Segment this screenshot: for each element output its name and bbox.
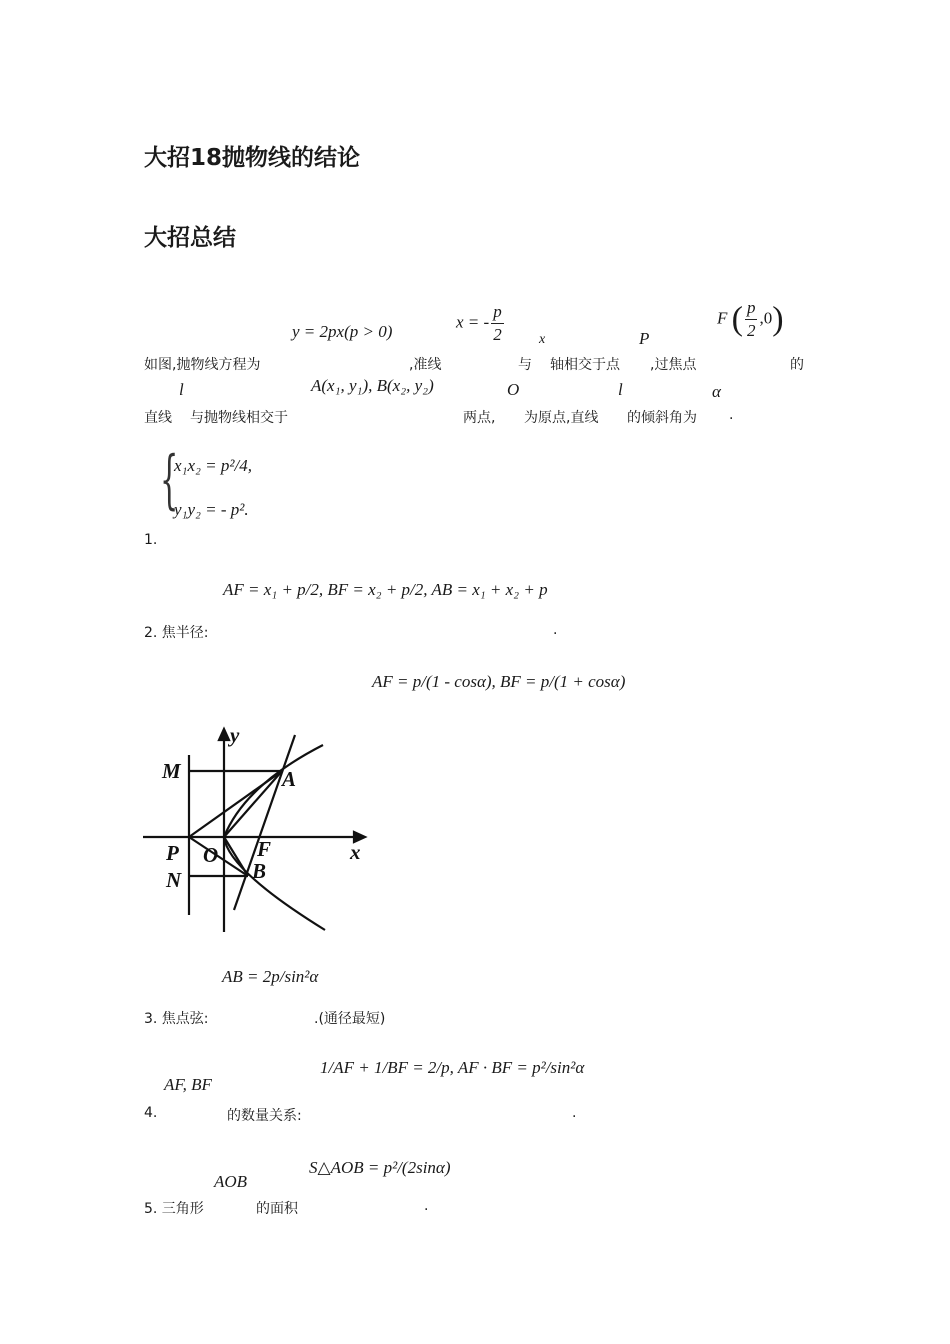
item1-formula-b: y₁y₂ = - p². <box>174 500 249 519</box>
line-pb <box>189 837 248 876</box>
parabola-equation: y = 2px(p > 0) <box>292 322 393 341</box>
intro-text-1a: 如图,抛物线方程为 <box>144 357 261 373</box>
axis-x-symbol: x <box>539 332 546 347</box>
item2-label: 2. 焦半径: <box>144 625 209 641</box>
intro-text-1d: 轴相交于点 <box>550 357 620 373</box>
intro-text-2b: 与抛物线相交于 <box>190 410 288 426</box>
intro-text-2f: . <box>729 407 734 423</box>
fig-label-p: P <box>166 841 179 865</box>
intro-text-2c: 两点, <box>463 410 496 426</box>
line-l-symbol: l <box>179 380 184 399</box>
fig-label-b: B <box>252 859 267 883</box>
line-l-symbol-2: l <box>618 380 623 399</box>
alpha-symbol: α <box>712 382 721 401</box>
section-title: 大招总结 <box>144 225 236 251</box>
parabola-figure <box>140 720 372 940</box>
origin-o-symbol: O <box>507 380 520 399</box>
intro-text-1e: ,过焦点 <box>650 357 697 373</box>
item1-formula-a: x₁x₂ = p²/4, <box>174 456 252 475</box>
fig-label-y: y <box>230 723 240 747</box>
directrix-equation: x = - $\frac{p}{2}$ <box>456 302 502 344</box>
point-p-symbol: P <box>639 329 650 348</box>
item5-end: . <box>424 1198 429 1214</box>
line-ob <box>224 837 248 876</box>
item4-middle: 的数量关系: <box>227 1108 302 1124</box>
intro-text-1b: ,准线 <box>409 357 442 373</box>
intro-text-1c: 与 <box>518 357 532 373</box>
item5-vars: AOB <box>214 1172 248 1191</box>
item5-middle: 的面积 <box>256 1201 298 1217</box>
item1-label: 1. <box>144 532 158 548</box>
line-pa <box>189 771 282 837</box>
item2-end: . <box>553 622 558 638</box>
fig-label-a: A <box>282 767 297 791</box>
item4-label: 4. <box>144 1105 158 1121</box>
page-title: 大招18抛物线的结论 <box>144 145 361 171</box>
intro-text-2a: 直线 <box>144 410 172 426</box>
fig-label-o: O <box>203 843 219 867</box>
line-oa <box>224 771 282 837</box>
item3-formula: AB = 2p/sin²α <box>222 967 319 986</box>
focal-chord <box>234 735 295 910</box>
fig-label-f: F <box>257 837 272 861</box>
intro-text-2d: 为原点,直线 <box>524 410 599 426</box>
item3-end: .(通径最短) <box>314 1011 386 1027</box>
focus-coordinates: F ( $\frac{p}{2}$ ,0) <box>717 298 784 340</box>
item4-vars: AF, BF <box>164 1075 212 1094</box>
item2-formula-b: AF = p/(1 - cosα), BF = p/(1 + cosα) <box>372 672 626 691</box>
item2-formula-a: AF = x₁ + p/2, BF = x₂ + p/2, AB = x₁ + x₂ + p <box>223 580 548 599</box>
item5-formula: S△AOB = p²/(2sinα) <box>309 1158 451 1177</box>
fig-label-n: N <box>166 868 182 892</box>
intro-text-1f: 的 <box>790 357 804 373</box>
item3-label: 3. 焦点弦: <box>144 1011 209 1027</box>
points-ab: A(x₁, y₁), B(x₂, y₂) <box>311 376 434 395</box>
fig-label-x: x <box>350 840 361 864</box>
system-brace: { <box>160 443 179 517</box>
item5-label: 5. 三角形 <box>144 1201 204 1217</box>
y-axis-arrow <box>219 729 229 740</box>
item4-end: . <box>572 1105 577 1121</box>
item4-formula: 1/AF + 1/BF = 2/p, AF · BF = p²/sin²α <box>320 1058 585 1077</box>
fig-label-m: M <box>162 759 181 783</box>
intro-text-2e: 的倾斜角为 <box>627 410 697 426</box>
